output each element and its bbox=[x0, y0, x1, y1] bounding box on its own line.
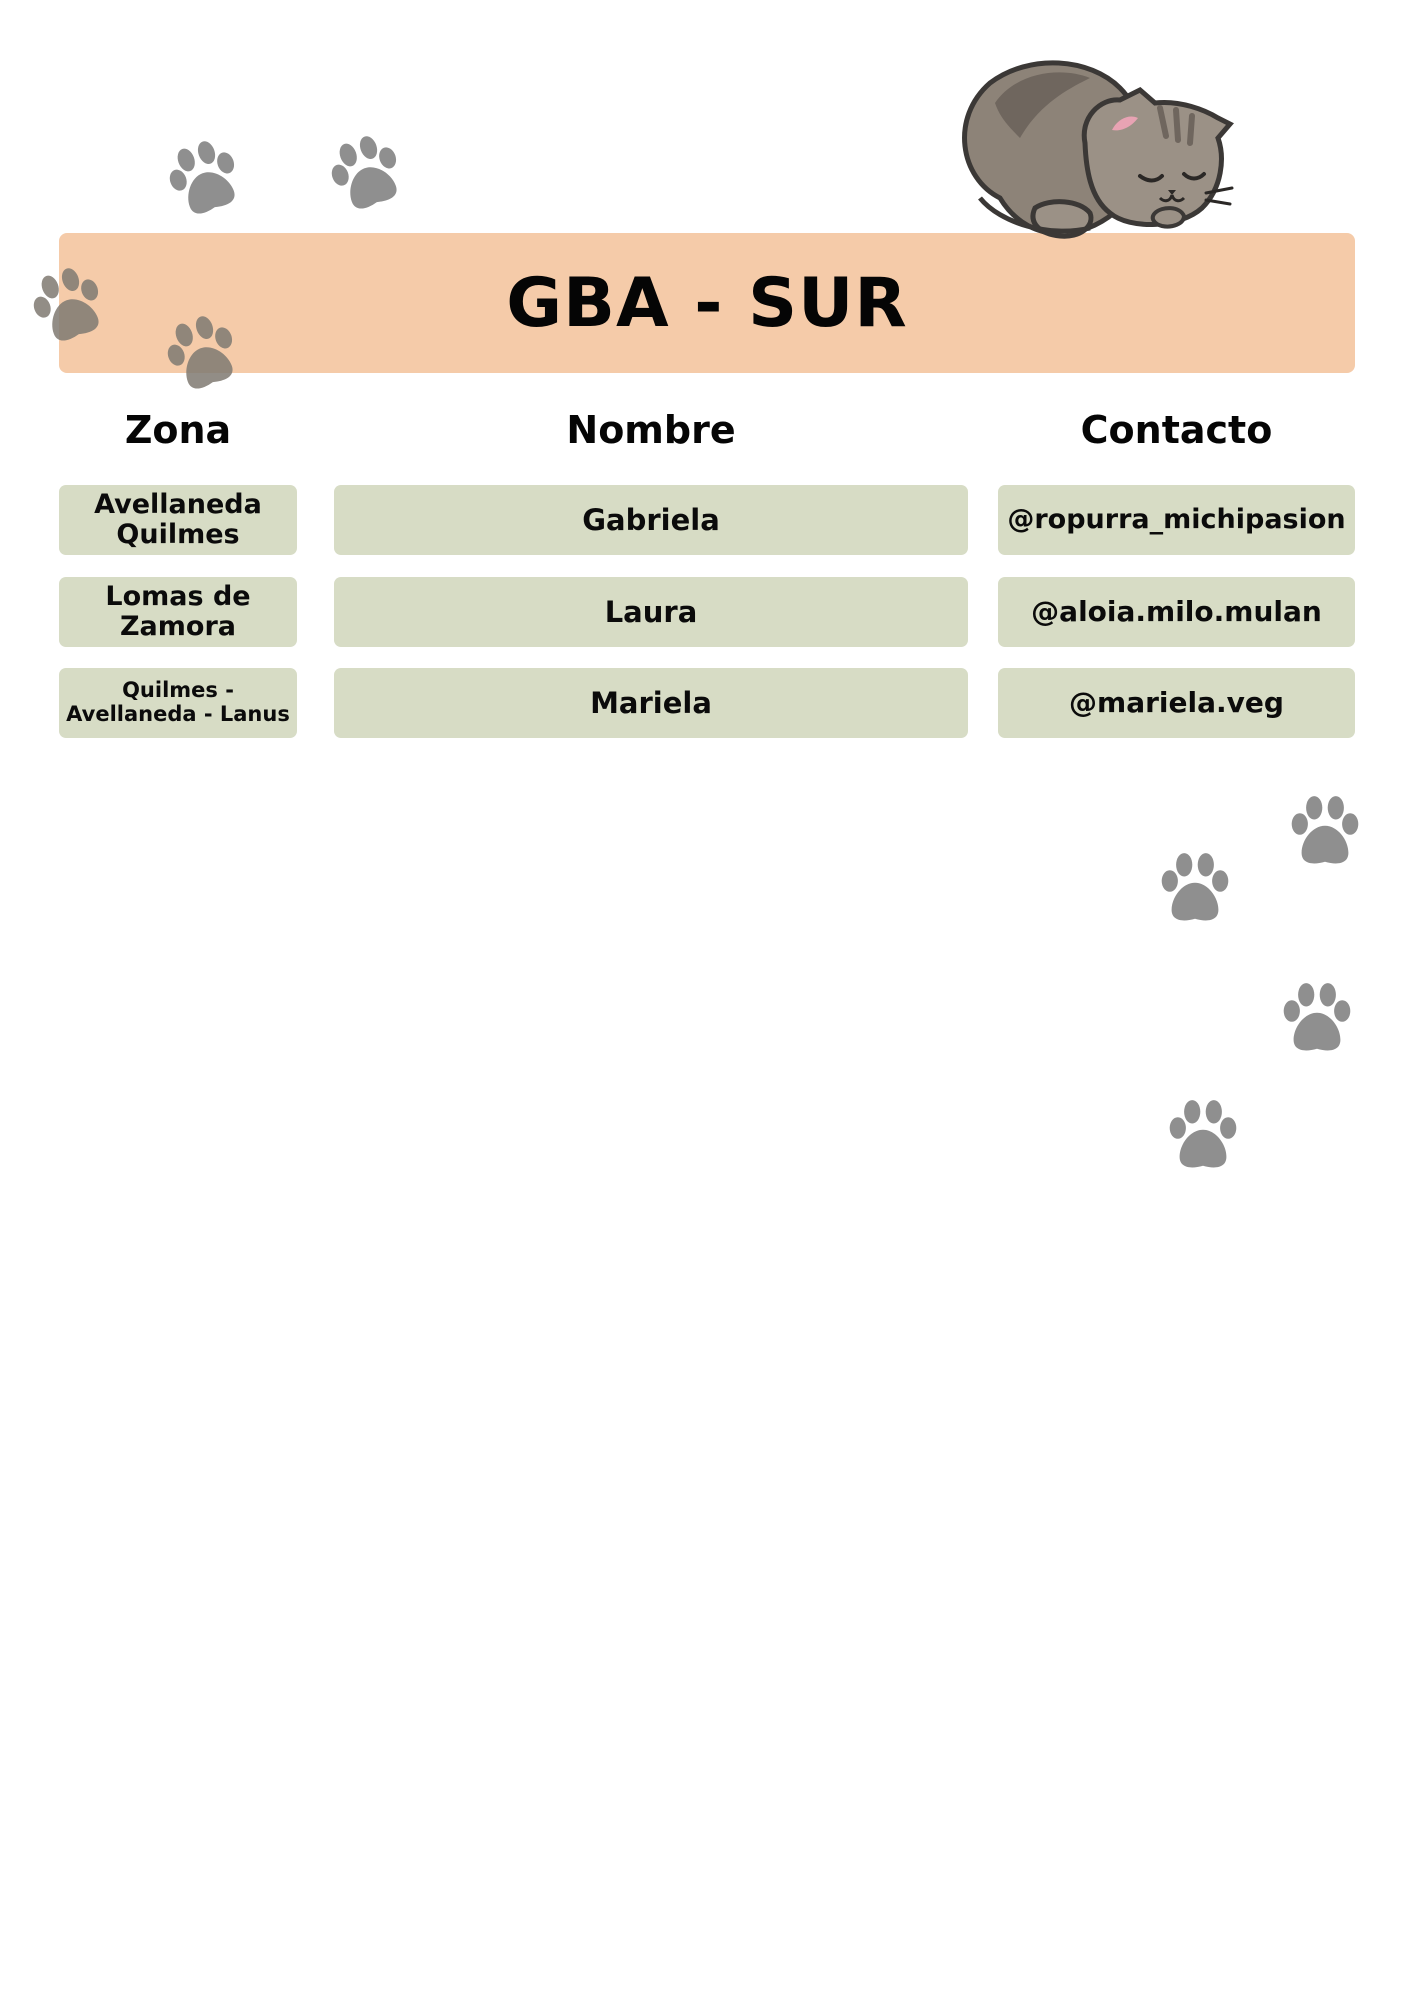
paw-print-icon bbox=[24, 262, 114, 352]
paw-print-icon bbox=[1280, 788, 1370, 878]
zona-line: Avellaneda bbox=[94, 488, 262, 520]
page-title: GBA - SUR bbox=[506, 263, 908, 343]
zona-line: Avellaneda - Lanus bbox=[66, 702, 290, 726]
paw-print-icon bbox=[1158, 1092, 1248, 1182]
paw-print-icon bbox=[1272, 975, 1362, 1065]
zona-line: Quilmes - bbox=[122, 678, 234, 703]
paw-print-icon bbox=[1150, 845, 1240, 935]
sleeping-cat-illustration bbox=[940, 48, 1250, 258]
zona-line: Quilmes bbox=[116, 519, 240, 550]
paw-print-icon bbox=[322, 130, 412, 220]
zona-cell bbox=[59, 485, 297, 555]
zona-cell bbox=[59, 668, 297, 738]
zona-line: Zamora bbox=[119, 611, 236, 642]
column-header-zona: Zona bbox=[124, 408, 232, 452]
nombre-cell: Mariela bbox=[334, 668, 968, 738]
column-header-contacto: Contacto bbox=[1080, 408, 1273, 452]
contacto-cell: @aloia.milo.mulan bbox=[998, 577, 1355, 647]
zona-cell bbox=[59, 577, 297, 647]
contacto-cell: @ropurra_michipasion bbox=[998, 485, 1355, 555]
column-header-nombre: Nombre bbox=[566, 408, 736, 452]
paw-print-icon bbox=[160, 135, 250, 225]
zona-line: Lomas de bbox=[105, 580, 251, 612]
nombre-cell: Gabriela bbox=[334, 485, 968, 555]
contacto-cell: @mariela.veg bbox=[998, 668, 1355, 738]
paw-print-icon bbox=[158, 310, 248, 400]
nombre-cell: Laura bbox=[334, 577, 968, 647]
